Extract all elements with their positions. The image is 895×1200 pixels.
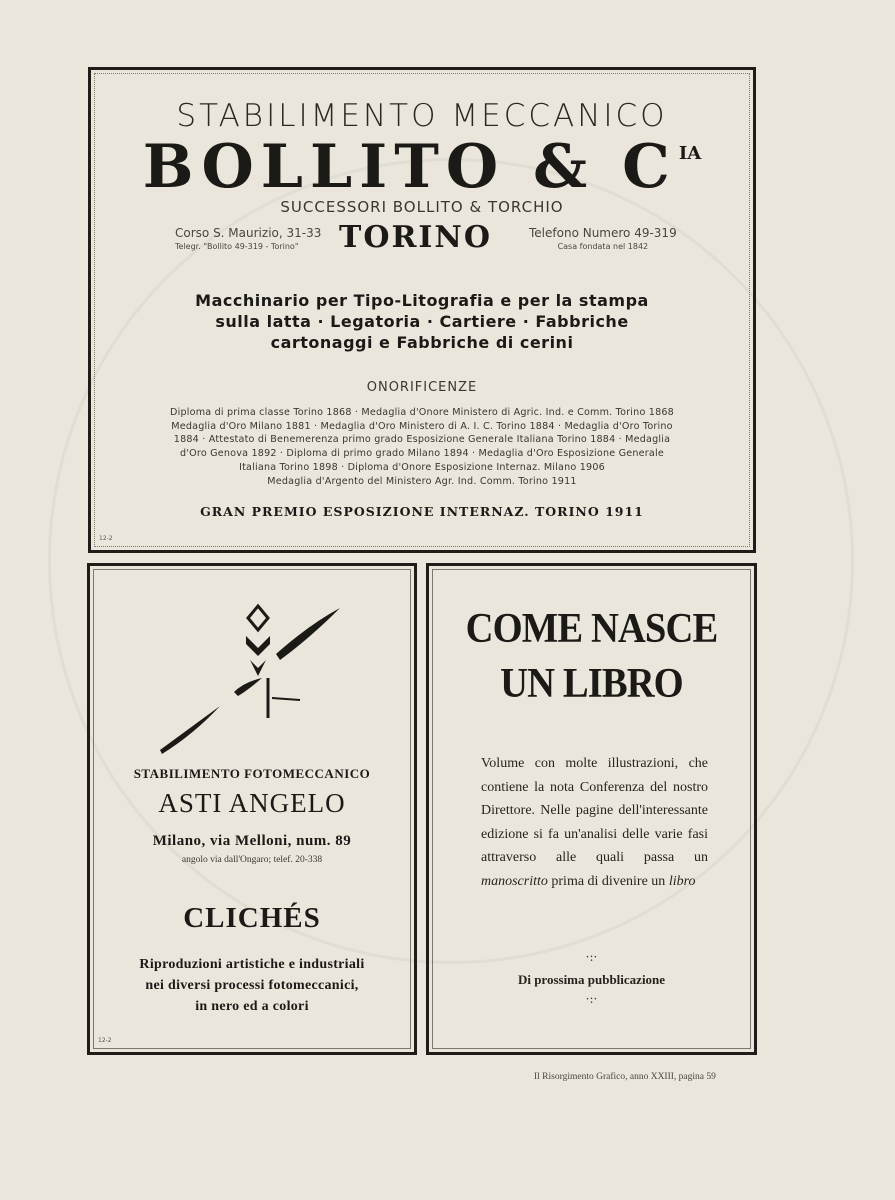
address-right (529, 226, 677, 251)
founding-year: Casa fondata nel 1842 (557, 242, 649, 251)
onorif-line: 1884 · Attestato di Benemerenza primo grado Esposizione Generale Italiana Torino 1884 · Medaglia (173, 434, 671, 446)
onorif-line: Italiana Torino 1898 · Diploma d'Onore Esposizione Internaz. Milano 1906 (239, 461, 605, 473)
onorif-line: Medaglia d'Oro Milano 1881 · Medaglia d'Oro Ministero di A. I. C. Torino 1884 · Medaglia d'Oro Torino (171, 420, 673, 432)
machinery-description (91, 290, 753, 353)
onorificenze-list (91, 406, 753, 488)
telegraph-address: Telegr. "Bollito 49-319 - Torino" (175, 242, 299, 251)
book-title-line: UN LIBRO (500, 661, 683, 707)
decorative-fleuron-icon (150, 588, 360, 763)
cliches-heading: CLICHÉS (183, 902, 321, 934)
book-description (481, 752, 708, 893)
city-name: TORINO (339, 220, 492, 255)
company-name-text: BOLLITO & C (142, 132, 677, 202)
asti-angelo-name: ASTI ANGELO (158, 788, 346, 818)
description-text: Volume con molte illustrazioni, che contiene la nota Conferenza del nostro Direttore. Nelle pagine dell'interessante edizione si fa un'analisi delle varie fasi attraverso alle quali passa un (481, 756, 708, 865)
ripro-line: Riproduzioni artistiche e industriali (139, 957, 365, 972)
telephone-number: Telefono Numero 49-319 (529, 226, 677, 240)
ad-code: 12-2 (98, 1037, 112, 1044)
onorificenze-heading: ONORIFICENZE (366, 380, 478, 395)
bollito-advertisement (88, 67, 756, 553)
onorif-line: Diploma di prima classe Torino 1868 · Medaglia d'Onore Ministero di Agric. Ind. e Comm. Torino 1868 (170, 407, 674, 418)
milano-address: Milano, via Melloni, num. 89 (152, 833, 352, 849)
gran-premio-line: GRAN PREMIO ESPOSIZIONE INTERNAZ. TORINO 1911 (200, 504, 644, 519)
riproduzioni-text (90, 954, 414, 1017)
machinery-line: cartonaggi e Fabbriche di cerini (270, 333, 574, 352)
company-name (91, 132, 753, 202)
ripro-line: nei diversi processi fotomeccanici, (145, 978, 359, 993)
onorif-line: Medaglia d'Argento del Ministero Agr. Ind. Comm. Torino 1911 (267, 475, 577, 487)
come-nasce-un-libro-advertisement (426, 563, 757, 1055)
successori-line: SUCCESSORI BOLLITO & TORCHIO (280, 198, 564, 216)
book-title (442, 602, 741, 712)
address-left (175, 226, 321, 251)
asti-angelo-advertisement (87, 563, 417, 1055)
ripro-line: in nero ed a colori (195, 999, 309, 1014)
description-emphasis: manoscritto (481, 873, 548, 889)
ornament-dots: ·:· (585, 992, 598, 1006)
stabilimento-title: STABILIMENTO MECCANICO (176, 98, 668, 134)
machinery-line: Macchinario per Tipo-Litografia e per la stampa (195, 291, 649, 310)
angolo-telefono: angolo via dall'Ongaro; telef. 20-338 (181, 855, 323, 865)
page-footer: Il Risorgimento Grafico, anno XXIII, pagina 59 (534, 1072, 716, 1082)
street-address: Corso S. Maurizio, 31-33 (175, 226, 322, 240)
stabilimento-fotomeccanico: STABILIMENTO FOTOMECCANICO (133, 766, 371, 781)
onorif-line: d'Oro Genova 1892 · Diploma di primo grado Milano 1894 · Medaglia d'Oro Esposizione Generale (180, 448, 664, 460)
company-sup: IA (678, 143, 702, 164)
ad-code: 12-2 (99, 535, 113, 542)
prossima-pubblicazione: Di prossima pubblicazione (517, 972, 666, 987)
ornament-dots: ·:· (585, 950, 598, 964)
machinery-line: sulla latta · Legatoria · Cartiere · Fabbriche (215, 312, 629, 331)
book-title-line: COME NASCE (465, 606, 718, 652)
description-text: prima di divenire un (551, 873, 666, 889)
description-emphasis: libro (668, 873, 696, 889)
